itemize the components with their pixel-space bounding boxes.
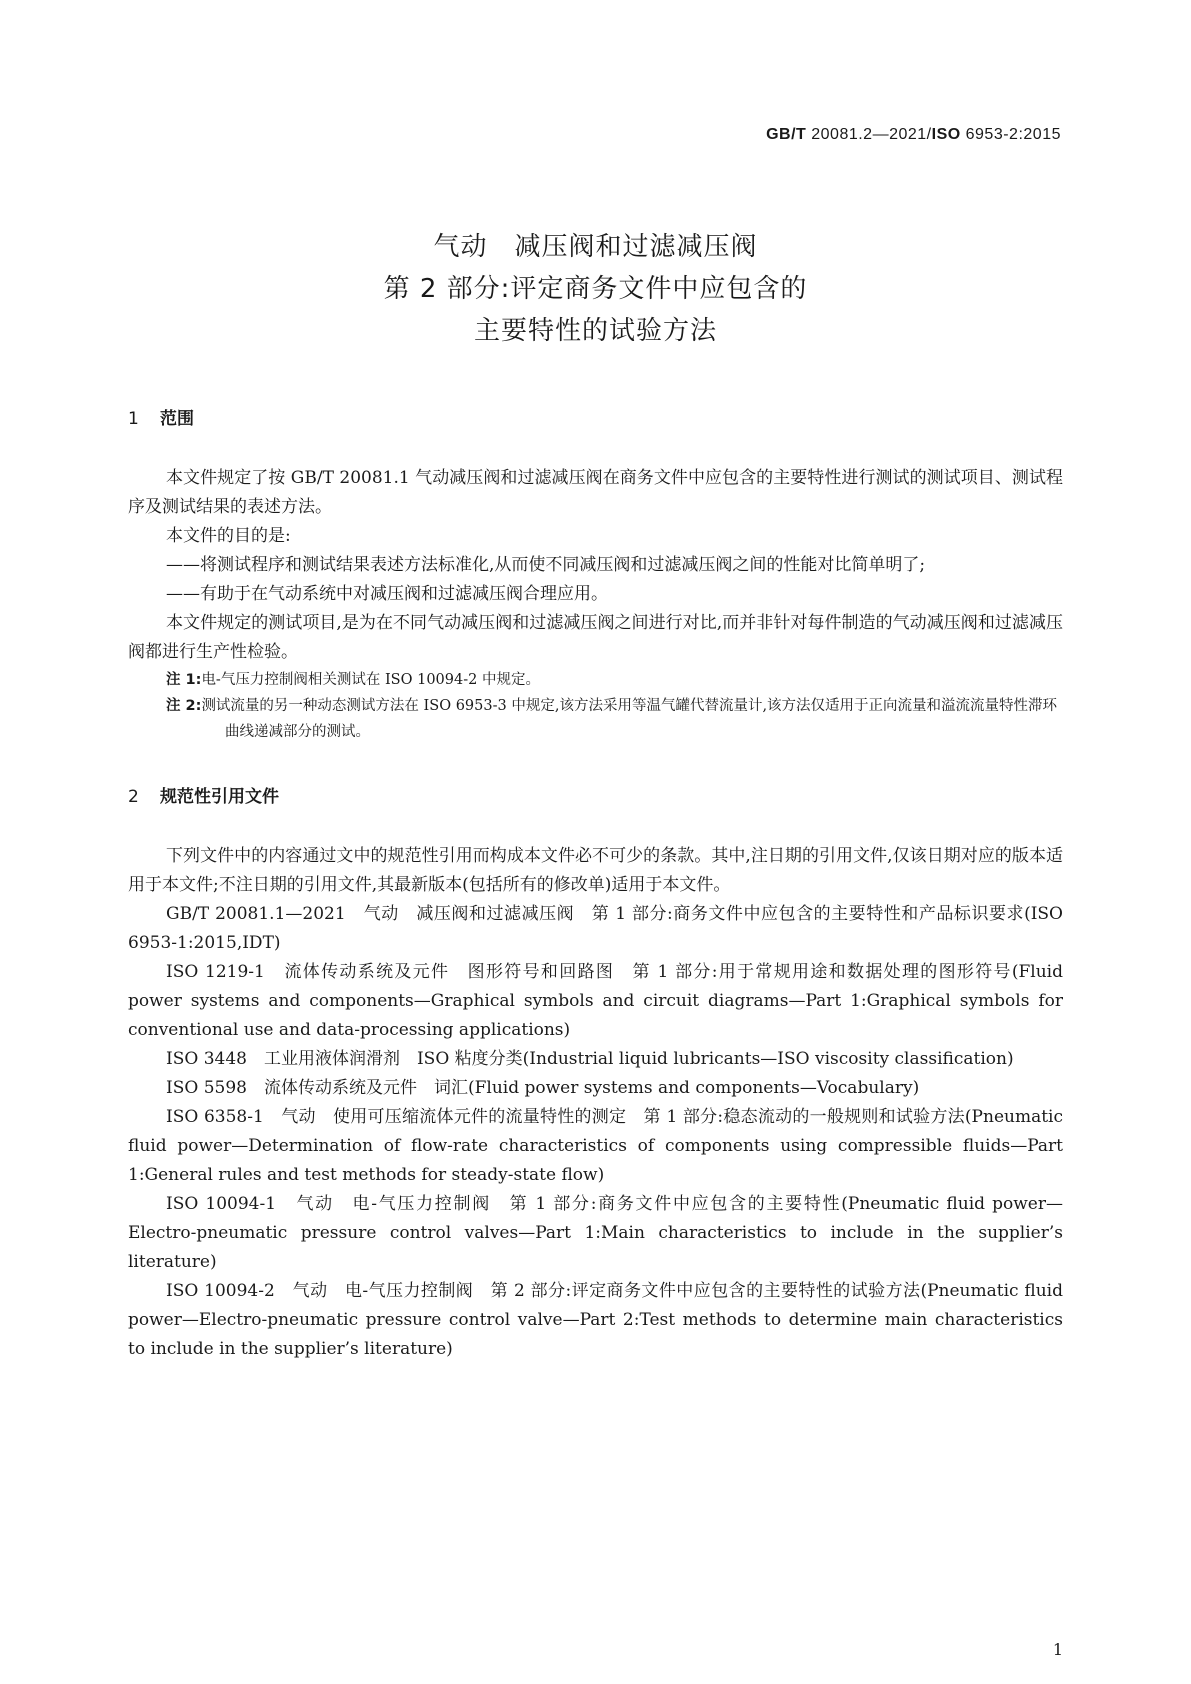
title-line-3: 主要特性的试验方法	[473, 316, 717, 346]
references-intro: 下列文件中的内容通过文中的规范性引用而构成本文件必不可少的条款。其中,注日期的引用文件,仅该日期对应的版本适用于本文件;不注日期的引用文件,其最新版本(包括所有的修改单)适用于本文件。	[128, 846, 1063, 895]
iso-number: 6953-2:2015	[960, 126, 1061, 143]
note-1	[128, 667, 1063, 693]
section-2-heading	[128, 783, 1063, 812]
document-body	[128, 405, 1063, 1364]
reference-entry: ISO 10094-1 气动 电-气压力控制阀 第 1 部分:商务文件中应包含的主要特性(Pneumatic fluid power—Electro-pneumatic pressure control valves—Part 1:Main characteristics to include in the supplier’s literature)	[128, 1194, 1063, 1272]
reference-entry: ISO 3448 工业用液体润滑剂 ISO 粘度分类(Industrial liquid lubricants—ISO viscosity classification)	[166, 1049, 1014, 1069]
standard-code	[766, 126, 1061, 144]
reference-entry: GB/T 20081.1—2021 气动 减压阀和过滤减压阀 第 1 部分:商务文件中应包含的主要特性和产品标识要求(ISO 6953-1:2015,IDT)	[128, 904, 1063, 953]
scope-paragraph-1: 本文件规定了按 GB/T 20081.1 气动减压阀和过滤减压阀在商务文件中应包含的主要特性进行测试的测试项目、测试程序及测试结果的表述方法。	[128, 468, 1063, 517]
reference-entry: ISO 6358-1 气动 使用可压缩流体元件的流量特性的测定 第 1 部分:稳态流动的一般规则和试验方法(Pneumatic fluid power—Determination of flow-rate characteristics of components using compressible fluids—Part 1:General rules and test methods for steady-state flow)	[128, 1107, 1063, 1185]
note-text: 电-气压力控制阀相关测试在 ISO 10094-2 中规定。	[201, 672, 540, 688]
std-prefix: GB/T	[766, 126, 807, 143]
page-number: 1	[1052, 1640, 1063, 1659]
section-1-number: 1	[128, 409, 139, 429]
section-1-title: 范围	[160, 409, 194, 429]
scope-paragraph-3: 本文件规定的测试项目,是为在不同气动减压阀和过滤减压阀之间进行对比,而并非针对每件制造的气动减压阀和过滤减压阀都进行生产性检验。	[128, 613, 1063, 662]
note-label: 注 2:	[166, 698, 202, 714]
scope-paragraph-2: 本文件的目的是:	[166, 526, 291, 546]
std-number: 20081.2—2021/	[806, 126, 932, 143]
title-line-2: 第 2 部分:评定商务文件中应包含的	[383, 274, 808, 304]
section-2-title: 规范性引用文件	[160, 787, 279, 807]
note-2	[128, 693, 1063, 745]
reference-entry: ISO 5598 流体传动系统及元件 词汇(Fluid power systems and components—Vocabulary)	[166, 1078, 920, 1098]
scope-list-item: ——将测试程序和测试结果表述方法标准化,从而使不同减压阀和过滤减压阀之间的性能对比简单明了;	[166, 555, 926, 575]
scope-list-item: ——有助于在气动系统中对减压阀和过滤减压阀合理应用。	[166, 584, 608, 604]
section-1-heading	[128, 405, 1063, 434]
document-title	[0, 226, 1191, 352]
note-text: 测试流量的另一种动态测试方法在 ISO 6953-3 中规定,该方法采用等温气罐代替流量计,该方法仅适用于正向流量和溢流流量特性滞环曲线递减部分的测试。	[201, 698, 1058, 740]
note-label: 注 1:	[166, 672, 202, 688]
reference-entry: ISO 1219-1 流体传动系统及元件 图形符号和回路图 第 1 部分:用于常规用途和数据处理的图形符号(Fluid power systems and components—Graphical symbols and circuit diagrams—Part 1:Graphical symbols for conventional use and data-processing applications)	[128, 962, 1063, 1040]
reference-entry: ISO 10094-2 气动 电-气压力控制阀 第 2 部分:评定商务文件中应包含的主要特性的试验方法(Pneumatic fluid power—Electro-pneumatic pressure control valve—Part 2:Test methods to determine main characteristics to include in the supplier’s literature)	[128, 1281, 1063, 1359]
title-line-1: 气动 减压阀和过滤减压阀	[433, 232, 758, 262]
section-2-number: 2	[128, 787, 139, 807]
iso-prefix: ISO	[931, 126, 961, 143]
